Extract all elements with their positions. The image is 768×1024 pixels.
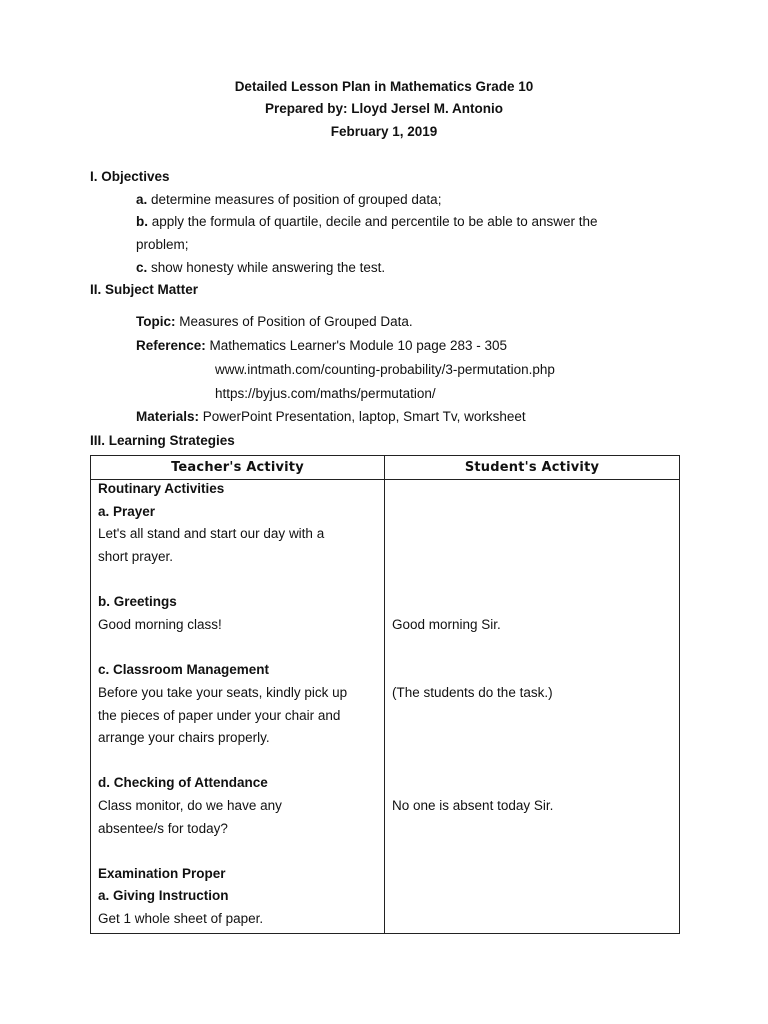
prayer-text: Let's all stand and start our day with a <box>98 526 325 541</box>
materials-label: Materials: <box>136 409 200 424</box>
classroom-management-text: Before you take your seats, kindly pick up <box>98 685 348 700</box>
classroom-management-text: the pieces of paper under your chair and <box>98 708 341 723</box>
objective-c <box>136 260 385 275</box>
objectives-heading: I. Objectives <box>90 169 170 184</box>
subject-matter-heading: II. Subject Matter <box>90 282 199 297</box>
prayer-heading: a. Prayer <box>98 504 156 519</box>
teacher-activity-cell <box>91 480 385 934</box>
topic-value: Measures of Position of Grouped Data. <box>175 314 413 329</box>
learning-strategies-heading: III. Learning Strategies <box>90 433 235 448</box>
greetings-reply: Good morning Sir. <box>392 617 501 632</box>
reference-label: Reference: <box>136 338 206 353</box>
materials-value: PowerPoint Presentation, laptop, Smart Tv, worksheet <box>199 409 526 424</box>
greetings-heading: b. Greetings <box>98 594 177 609</box>
objective-b-continuation: problem; <box>136 237 189 252</box>
objective-letter: a. <box>136 192 148 207</box>
materials-line <box>136 409 526 424</box>
reference-link: www.intmath.com/counting-probability/3-permutation.php <box>215 362 555 377</box>
reference-value: Mathematics Learner's Module 10 page 283 - 305 <box>205 338 508 353</box>
prayer-text: short prayer. <box>98 549 174 564</box>
attendance-text: Class monitor, do we have any <box>98 798 282 813</box>
objective-a <box>136 192 441 207</box>
objective-text: show honesty while answering the test. <box>147 260 386 275</box>
table-row <box>91 480 680 934</box>
task-reply: (The students do the task.) <box>392 685 553 700</box>
objective-letter: b. <box>136 214 148 229</box>
topic-line <box>136 314 413 329</box>
objective-text: determine measures of position of grouped data; <box>147 192 442 207</box>
objective-b <box>136 214 598 229</box>
reference-line <box>136 338 507 353</box>
objective-text: apply the formula of quartile, decile and percentile to be able to answer the <box>148 214 598 229</box>
reference-link: https://byjus.com/maths/permutation/ <box>215 386 436 401</box>
objective-letter: c. <box>136 260 148 275</box>
document-date: February 1, 2019 <box>330 124 438 139</box>
attendance-reply: No one is absent today Sir. <box>392 798 554 813</box>
classroom-management-heading: c. Classroom Management <box>98 662 270 677</box>
prepared-by: Prepared by: Lloyd Jersel M. Antonio <box>264 101 504 116</box>
learning-strategies-table <box>90 455 680 934</box>
routinary-heading: Routinary Activities <box>98 481 225 496</box>
attendance-heading: d. Checking of Attendance <box>98 775 268 790</box>
classroom-management-text: arrange your chairs properly. <box>98 730 270 745</box>
table-header-row <box>91 456 680 480</box>
student-activity-cell <box>385 480 680 934</box>
giving-instruction-heading: a. Giving Instruction <box>98 888 229 903</box>
document-title: Detailed Lesson Plan in Mathematics Grade 10 <box>234 79 534 94</box>
student-activity-header: Student's Activity <box>385 456 680 480</box>
giving-instruction-text: Get 1 whole sheet of paper. <box>98 911 264 926</box>
examination-proper-heading: Examination Proper <box>98 866 226 881</box>
attendance-text: absentee/s for today? <box>98 821 228 836</box>
greetings-text: Good morning class! <box>98 617 222 632</box>
topic-label: Topic: <box>136 314 176 329</box>
teacher-activity-header: Teacher's Activity <box>91 456 385 480</box>
